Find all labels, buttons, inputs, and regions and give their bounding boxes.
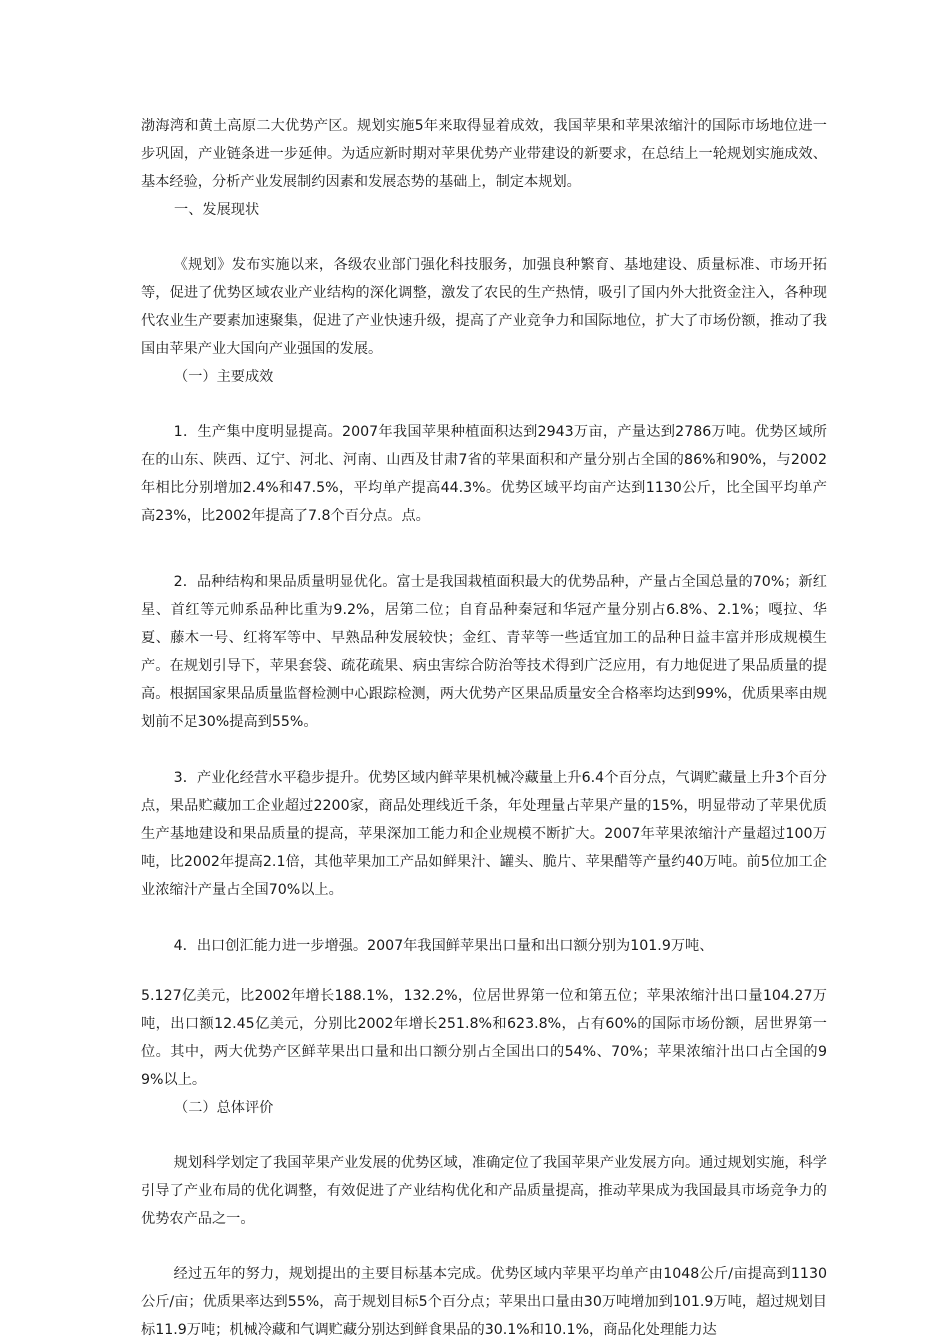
subsection-heading-main-results: （一）主要成效 (174, 369, 274, 385)
paragraph-item-4-first-line: 4．出口创汇能力进一步增强。2007年我国鲜苹果出口量和出口额分别为101.9万吨、 (173, 938, 714, 954)
paragraph-evaluation-1: 规划科学划定了我国苹果产业发展的优势区域，准确定位了我国苹果产业发展方向。通过规划实施，科学引导了产业布局的优化调整，有效促进了产业结构优化和产品质量提高，推动苹果成为我国最具市场竞争力的优势农产品之一。 (141, 1155, 827, 1227)
paragraph-intro: 渤海湾和黄土高原二大优势产区。规划实施5年来取得显着成效，我国苹果和苹果浓缩汁的国际市场地位进一步巩固，产业链条进一步延伸。为适应新时期对苹果优势产业带建设的新要求，在总结上一轮规划实施成效、基本经验，分析产业发展制约因素和发展态势的基础上，制定本规划。 (141, 118, 827, 190)
paragraph-overview: 《规划》发布实施以来，各级农业部门强化科技服务，加强良种繁育、基地建设、质量标准、市场开拓等，促进了优势区域农业产业结构的深化调整，激发了农民的生产热情，吸引了国内外大批资金注入，各种现代农业生产要素加速聚集，促进了产业快速升级，提高了产业竞争力和国际地位，扩大了市场份额，推动了我国由苹果产业大国向产业强国的发展。 (141, 257, 827, 357)
paragraph-item-3: 3．产业化经营水平稳步提升。优势区域内鲜苹果机械冷藏量上升6.4个百分点，气调贮藏量上升3个百分点，果品贮藏加工企业超过2200家，商品处理线近千条，年处理量占苹果产量的15%，明显带动了苹果优质生产基地建设和果品质量的提高，苹果深加工能力和企业规模不断扩大。2007年苹果浓缩汁产量超过100万吨，比2002年提高2.1倍，其他苹果加工产品如鲜果汁、罐头、脆片、苹果醋等产量约40万吨。前5位加工企业浓缩汁产量占全国70%以上。 (141, 770, 827, 898)
paragraph-item-1: 1．生产集中度明显提高。2007年我国苹果种植面积达到2943万亩，产量达到2786万吨。优势区域所在的山东、陕西、辽宁、河北、河南、山西及甘肃7省的苹果面积和产量分别占全国的86%和90%，与2002年相比分别增加2.4%和47.5%，平均单产提高44.3%。优势区域平均亩产达到1130公斤，比全国平均单产高23%，比2002年提高了7.8个百分点。点。 (141, 424, 827, 524)
subsection-heading-overall-evaluation: （二）总体评价 (174, 1100, 274, 1116)
paragraph-item-2: 2．品种结构和果品质量明显优化。富士是我国栽植面积最大的优势品种，产量占全国总量的70%；新红星、首红等元帅系品种比重为9.2%，居第二位；自育品种秦冠和华冠产量分别占6.8%、2.1%；嘎拉、华夏、藤木一号、红将军等中、早熟品种发展较快；金红、青苹等一些适宜加工的品种日益丰富并形成规模生产。在规划引导下，苹果套袋、疏花疏果、病虫害综合防治等技术得到广泛应用，有力地促进了果品质量的提高。根据国家果品质量监督检测中心跟踪检测，两大优势产区果品质量安全合格率均达到99%，优质果率由规划前不足30%提高到55%。 (141, 574, 827, 730)
paragraph-item-4-continued: 5.127亿美元，比2002年增长188.1%，132.2%，位居世界第一位和第五位；苹果浓缩汁出口量104.27万吨，出口额12.45亿美元，分别比2002年增长251.8%和623.8%，占有60%的国际市场份额，居世界第一位。其中，两大优势产区鲜苹果出口量和出口额分别占全国出口的54%、70%；苹果浓缩汁出口占全国的99%以上。 (141, 988, 827, 1088)
document-page (141, 112, 827, 1344)
section-heading-development-status: 一、发展现状 (174, 202, 260, 218)
paragraph-evaluation-2: 经过五年的努力，规划提出的主要目标基本完成。优势区域内苹果平均单产由1048公斤/亩提高到1130公斤/亩；优质果率达到55%，高于规划目标5个百分点；苹果出口量由30万吨增加到101.9万吨，超过规划目标11.9万吨；机械冷藏和气调贮藏分别达到鲜食果品的30.1%和10.1%，商品化处理能力达 (141, 1266, 827, 1338)
